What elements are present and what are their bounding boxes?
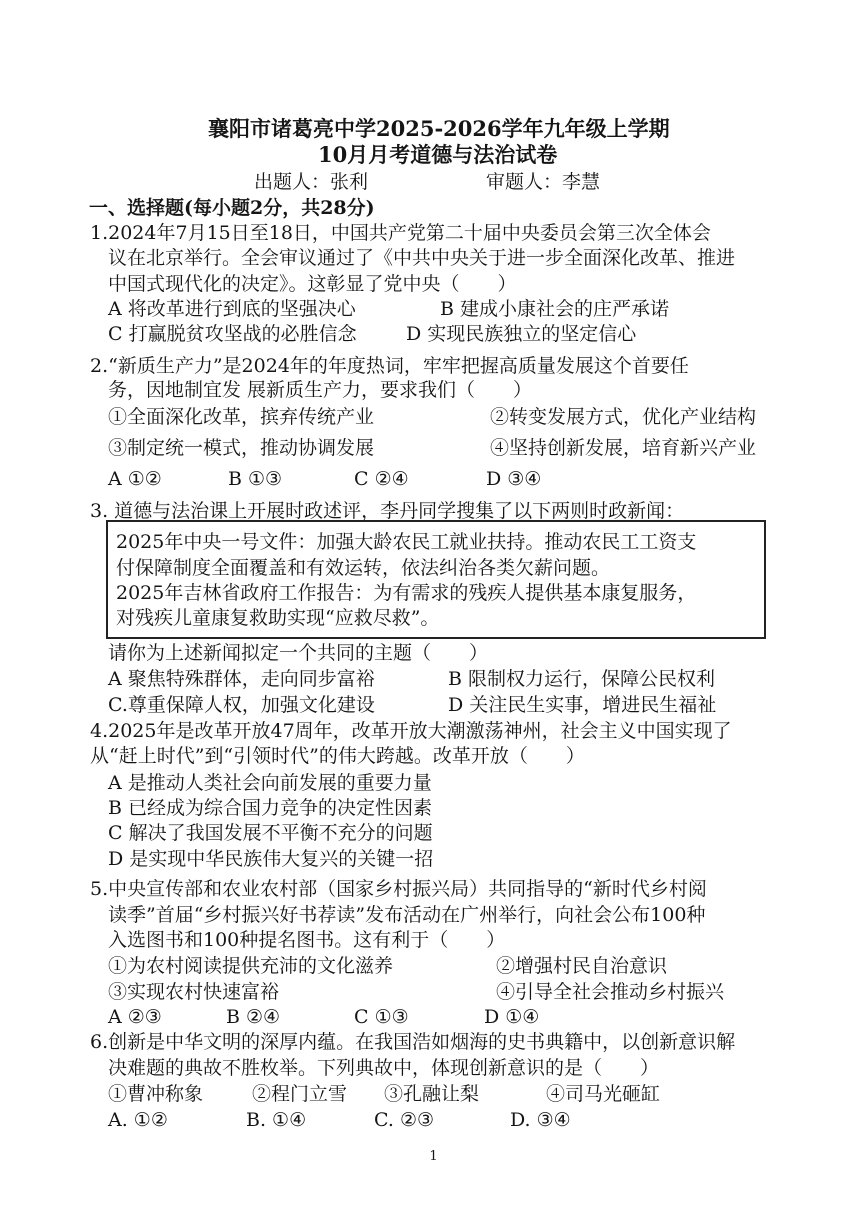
q6-statement-2: ②程门立雪 xyxy=(252,1083,348,1105)
q6-statement-1: ①曹冲称象 xyxy=(108,1083,204,1105)
q3-option-a: A 聚焦特殊群体，走向同步富裕 xyxy=(108,668,375,690)
q5-stem-line2: 读季”首届“乡村振兴好书荐读”发布活动在广州举行，向社会公布100种 xyxy=(108,904,706,926)
news-line-2: 付保障制度全面覆盖和有效运转，依法纠治各类欠薪问题。 xyxy=(116,557,611,579)
q2-stem-line2: 务，因地制宜发 展新质生产力，要求我们（ ） xyxy=(108,379,533,401)
q5-statement-1: ①为农村阅读提供充沛的文化滋养 xyxy=(108,955,394,977)
q2-statement-1: ①全面深化改革，摈弃传统产业 xyxy=(108,406,375,428)
news-line-3: 2025年吉林省政府工作报告：为有需求的残疾人提供基本康复服务， xyxy=(116,582,697,604)
q1-option-c: C 打赢脱贫攻坚战的必胜信念 xyxy=(108,323,357,345)
q2-statement-4: ④坚持创新发展，培育新兴产业 xyxy=(490,437,757,459)
q3-ask: 请你为上述新闻拟定一个共同的主题（ ） xyxy=(108,642,489,664)
q5-option-b: B ②④ xyxy=(226,1006,281,1028)
q6-statement-4: ④司马光砸缸 xyxy=(546,1083,661,1105)
q5-statement-2: ②增强村民自治意识 xyxy=(496,955,668,977)
page-number: 1 xyxy=(429,1149,438,1164)
exam-title-line1: 襄阳市诸葛亮中学2025-2026学年九年级上学期 xyxy=(208,116,670,141)
q2-statement-3: ③制定统一模式，推动协调发展 xyxy=(108,437,375,459)
q5-option-d: D ①④ xyxy=(484,1006,540,1028)
q6-option-b: B. ①④ xyxy=(246,1109,307,1131)
q2-option-b: B ①③ xyxy=(228,468,283,490)
news-line-4: 对残疾儿童康复救助实现“应救尽救”。 xyxy=(116,607,440,629)
q4-option-c: C 解决了我国发展不平衡不充分的问题 xyxy=(108,822,433,844)
q3-stem: 3. 道德与法治课上开展时政述评，李丹同学搜集了以下两则时政新闻： xyxy=(90,500,685,522)
q2-option-a: A ①② xyxy=(108,468,162,490)
exam-author: 出题人：张利 xyxy=(254,171,369,193)
exam-reviewer: 审题人：李慧 xyxy=(486,171,601,193)
q5-statement-4: ④引导全社会推动乡村振兴 xyxy=(496,981,725,1003)
q1-stem-line1: 1.2024年7月15日至18日，中国共产党第二十届中央委员会第三次全体会 xyxy=(90,222,711,244)
q1-stem-line3: 中国式现代化的决定》。这彰显了党中央（ ） xyxy=(108,273,517,295)
news-line-1: 2025年中央一号文件：加强大龄农民工就业扶持。推动农民工工资支 xyxy=(116,531,697,553)
q5-stem-line3: 入选图书和100种提名图书。这有利于（ ） xyxy=(108,929,506,951)
q6-stem-line1: 6.创新是中华文明的深厚内蕴。在我国浩如烟海的史书典籍中，以创新意识解 xyxy=(90,1031,736,1053)
q6-option-a: A. ①② xyxy=(108,1109,168,1131)
q2-option-c: C ②④ xyxy=(354,468,409,490)
q4-stem-line2: 从“赶上时代”到“引领时代”的伟大跨越。改革开放（ ） xyxy=(90,745,585,767)
exam-title-line2: 10月月考道德与法治试卷 xyxy=(318,142,558,167)
q1-stem-line2: 议在北京举行。全会审议通过了《中共中央关于进一步全面深化改革、推进 xyxy=(108,247,736,269)
q5-statement-3: ③实现农村快速富裕 xyxy=(108,981,280,1003)
q5-option-a: A ②③ xyxy=(108,1006,162,1028)
section-heading: 一、选择题(每小题2分，共28分) xyxy=(89,197,375,219)
q4-option-a: A 是推动人类社会向前发展的重要力量 xyxy=(108,772,432,794)
q4-stem-line1: 4.2025年是改革开放47周年，改革开放大潮激荡神州，社会主义中国实现了 xyxy=(90,720,732,742)
q2-statement-2: ②转变发展方式，优化产业结构 xyxy=(490,406,757,428)
q3-option-d: D 关注民生实事，增进民生福祉 xyxy=(448,694,717,716)
q6-option-c: C. ②③ xyxy=(374,1109,435,1131)
q5-stem-line1: 5.中央宣传部和农业农村部（国家乡村振兴局）共同指导的“新时代乡村阅 xyxy=(90,878,707,900)
q1-option-b: B 建成小康社会的庄严承诺 xyxy=(440,298,670,320)
q1-option-d: D 实现民族独立的坚定信心 xyxy=(406,323,637,345)
q4-option-b: B 已经成为综合国力竞争的决定性因素 xyxy=(108,797,433,819)
q2-option-d: D ③④ xyxy=(486,468,542,490)
q1-option-a: A 将改革进行到底的坚强决心 xyxy=(108,298,356,320)
q3-option-c: C.尊重保障人权，加强文化建设 xyxy=(108,694,375,716)
q3-option-b: B 限制权力运行，保障公民权利 xyxy=(448,668,716,690)
q6-stem-line2: 决难题的典故不胜枚举。下列典故中，体现创新意识的是（ ） xyxy=(108,1057,660,1079)
q6-statement-3: ③孔融让梨 xyxy=(384,1083,480,1105)
q6-option-d: D. ③④ xyxy=(510,1109,571,1131)
q2-stem-line1: 2.“新质生产力”是2024年的年度热词，牢牢把握高质量发展这个首要任 xyxy=(90,355,689,377)
q4-option-d: D 是实现中华民族伟大复兴的关键一招 xyxy=(108,848,434,870)
q5-option-c: C ①③ xyxy=(354,1006,409,1028)
